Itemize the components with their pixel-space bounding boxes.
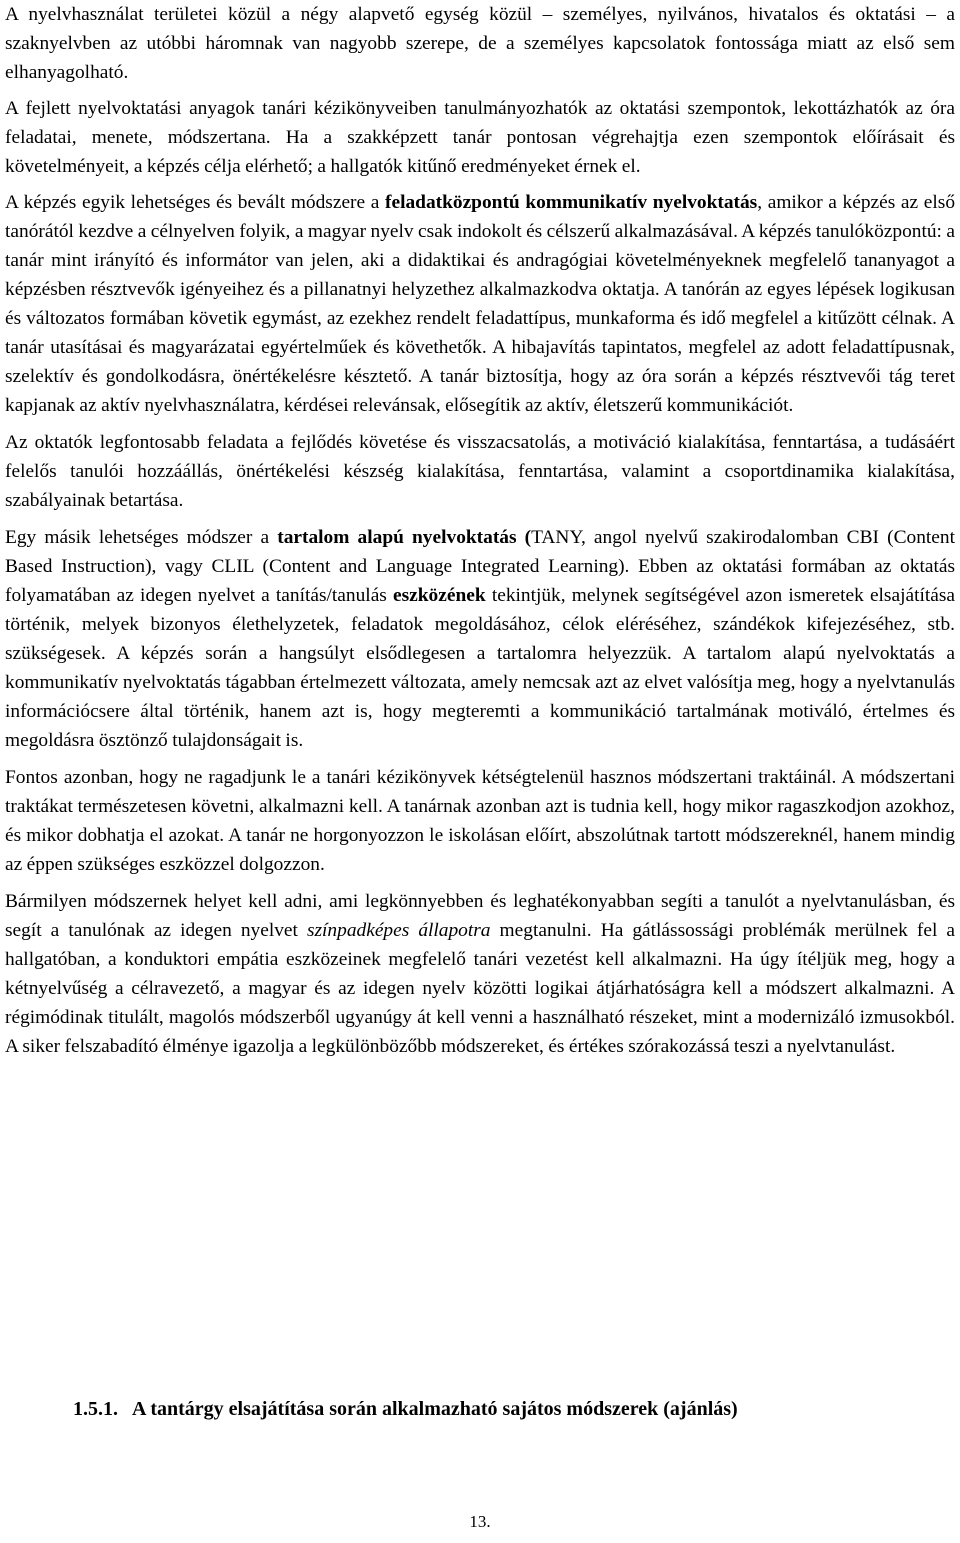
paragraph-7 bbox=[5, 887, 955, 1061]
section-number: 1.5.1. bbox=[73, 1398, 118, 1420]
paragraph-text: Az oktatók legfontosabb feladata a fejlődés követése és visszacsatolás, a motiváció kialakítása, fenntartása, a tudásáért felelős tanulói hozzáállás, önértékelési készség kialakítása, fenntartása, valamint a csoportdinamika kialakítása, szabályainak betartása. bbox=[5, 432, 955, 511]
paragraph-text: TANY, angol nyelvű szakirodalomban CBI (Content Based Instruction), vagy CLIL (Content and Language Integrated Learning). Ebben az oktatási formában az oktatás folyamatában az idegen nyelvet a tanítás/tanulás bbox=[5, 527, 955, 606]
paragraph-3 bbox=[5, 188, 955, 420]
section-heading bbox=[73, 1394, 738, 1424]
paragraph-5 bbox=[5, 523, 955, 755]
paragraph-text: tekintjük, melynek segítségével azon ismeretek elsajátítása történik, melyek bizonyos élethelyzetek, feladatok megoldásához, célok eléréséhez, szándékok kifejezéséhez, stb. szükségesek. A képzés során a hangsúlyt elsődlegesen a tartalomra helyezzük. A tartalom alapú nyelvoktatás a kommunikatív nyelvoktatás tágabban értelmezett változata, amely nemcsak azt az elvet valósítja meg, hogy a nyelvtanulás információcsere által történik, hanem azt is, hogy megteremti a kommunikáció tartalmának motiváló, értelmes és megoldásra ösztönző tulajdonságait is. bbox=[5, 585, 955, 751]
paragraph-text: A képzés egyik lehetséges és bevált módszere a bbox=[5, 192, 386, 213]
paragraph-text: A nyelvhasználat területei közül a négy alapvető egység közül – személyes, nyilvános, hivatalos és oktatási – a szaknyelvben az utóbbi háromnak van nagyobb szerepe, de a személyes kapcsolatok fontossága miatt az első sem elhanyagolható. bbox=[5, 4, 955, 83]
bold-text: tartalom alapú nyelvoktatás ( bbox=[277, 527, 532, 548]
paragraph-6 bbox=[5, 763, 955, 879]
paragraph-text: megtanulni. Ha gátlássossági problémák merülnek fel a hallgatóban, a konduktori empátia eszközeinek megfelelő tanári vezetést kell alkalmazni. Ha úgy ítéljük meg, hogy a kétnyelvűség a célravezető, a magyar és az idegen nyelv közötti logikai átjárhatóságra kell a módszert alkalmazni. A régimódinak titulált, magolós módszerből ugyanúgy át kell venni a használható részeket, mint a modernizáló izmusokból. A siker felszabadító élménye igazolja a legkülönbözőbb módszereket, és értékes szórakozássá teszi a nyelvtanulást. bbox=[5, 920, 955, 1057]
paragraph-1 bbox=[5, 0, 955, 87]
paragraph-text: , amikor a képzés az első tanórától kezdve a célnyelven folyik, a magyar nyelv csak indokolt és célszerű alkalmazásával. A képzés tanulóközpontú: a tanár mint irányító és informátor van jelen, aki a didaktikai és andragógiai követelményeknek megfelelő tananyagot a képzésben résztvevők igényeihez és a pillanatnyi helyzethez alkalmazkodva oktatja. A tanórán az egyes lépések logikusan és változatos formában követik egymást, az ezekhez rendelt feladattípus, munkaforma és idő megfelel a kitűzött célnak. A tanár utasításai és magyarázatai egyértelműek és követhetők. A hibajavítás tapintatos, megfelel az adott feladattípusnak, szelektív és gondolkodásra, önértékelésre késztető. A tanár biztosítja, hogy az óra során a képzés résztvevői tág teret kapjanak az aktív nyelvhasználatra, kérdései relevánsak, elősegítik az aktív, életszerű kommunikációt. bbox=[5, 192, 956, 416]
page-number: 13. bbox=[469, 1512, 491, 1531]
document-page bbox=[5, 0, 955, 1061]
paragraph-text: Fontos azonban, hogy ne ragadjunk le a tanári kézikönyvek kétségtelenül hasznos módszertani traktáinál. A módszertani traktákat természetesen követni, alkalmazni kell. A tanárnak azonban azt is tudnia kell, hogy mikor ragaszkodjon azokhoz, és mikor dobhatja el azokat. A tanár ne horgonyozzon le iskolásan előírt, abszolútnak tartott módszereknél, hanem mindig az éppen szükséges eszközzel dolgozzon. bbox=[5, 767, 955, 875]
bold-text: feladatközpontú kommunikatív nyelvoktatás bbox=[385, 192, 758, 213]
italic-text: színpadképes állapotra bbox=[306, 920, 491, 941]
paragraph-text: Egy másik lehetséges módszer a bbox=[5, 527, 278, 548]
bold-text: eszközének bbox=[393, 585, 486, 606]
paragraph-text: Bármilyen módszernek helyet kell adni, ami legkönnyebben és leghatékonyabban segíti a tanulót a nyelvtanulásban, és segít a tanulónak az idegen nyelvet bbox=[5, 891, 955, 941]
section-title: A tantárgy elsajátítása során alkalmazható sajátos módszerek (ajánlás) bbox=[132, 1398, 738, 1420]
body-text bbox=[5, 0, 955, 1061]
paragraph-text: A fejlett nyelvoktatási anyagok tanári kézikönyveiben tanulmányozhatók az oktatási szempontok, lekottázhatók az óra feladatai, menete, módszertana. Ha a szakképzett tanár pontosan végrehajtja ezen szempontok előírásait és követelményeit, a képzés célja elérhető; a hallgatók kitűnő eredményeket érnek el. bbox=[5, 98, 955, 177]
paragraph-4 bbox=[5, 428, 955, 515]
paragraph-2 bbox=[5, 94, 955, 181]
